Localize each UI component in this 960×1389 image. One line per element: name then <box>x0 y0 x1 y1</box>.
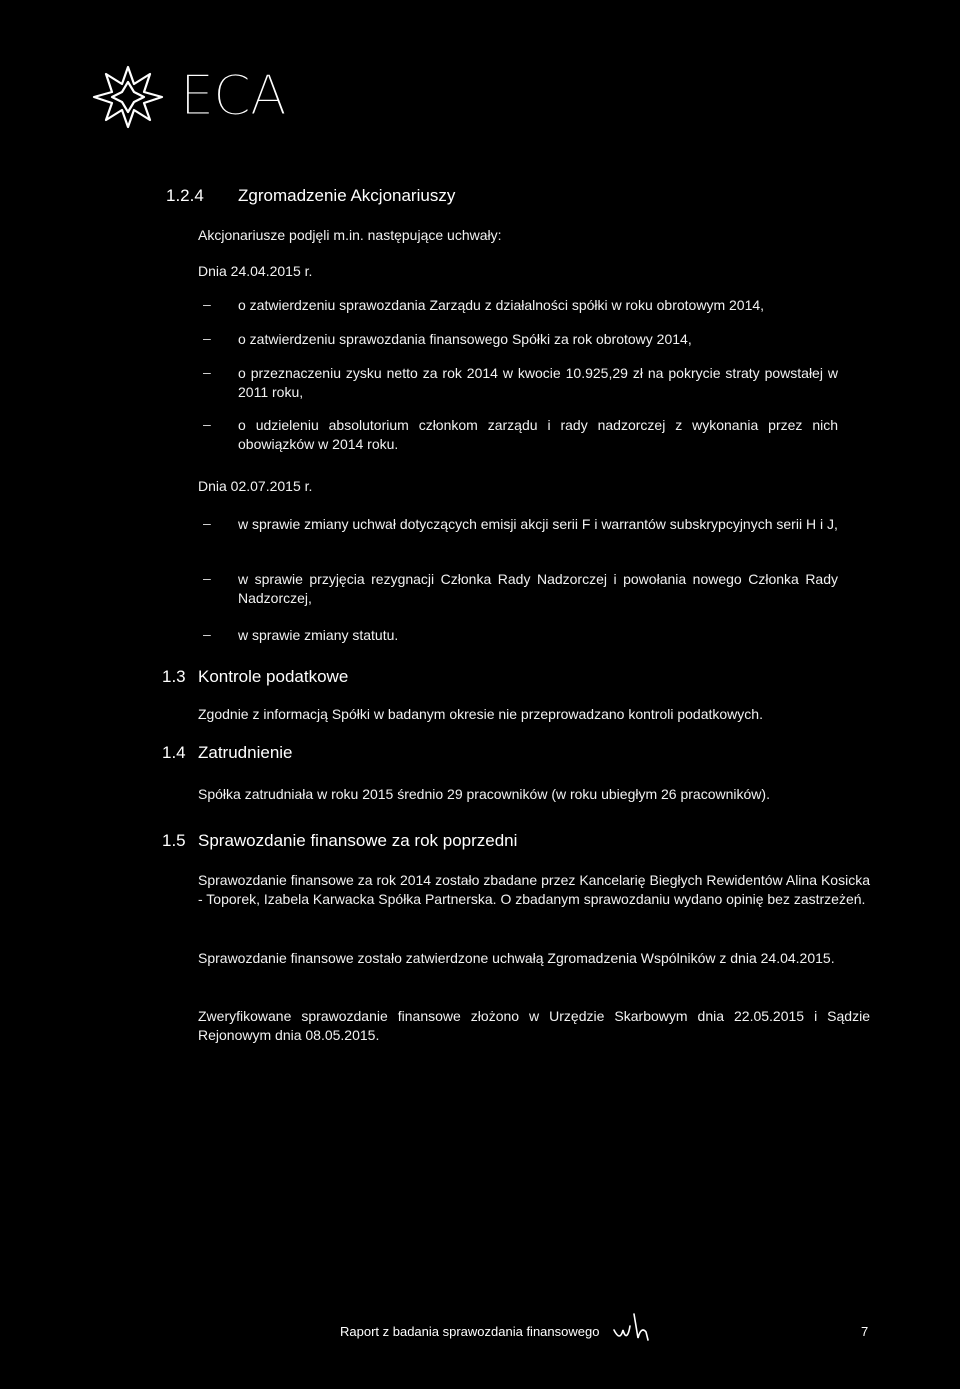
section-15-title: Sprawozdanie finansowe za rok poprzedni <box>198 831 518 850</box>
section-15-number: 1.5 <box>162 831 186 850</box>
section-13-title: Kontrole podatkowe <box>198 667 349 686</box>
brand-name: ECA <box>180 64 286 127</box>
section-14-number: 1.4 <box>162 743 186 762</box>
date-24-04-2015: Dnia 24.04.2015 r. <box>198 263 313 279</box>
resolutions-intro: Akcjonariusze podjęli m.in. następujące uchwały: <box>198 227 502 243</box>
list-item: w sprawie zmiany uchwał dotyczących emisji akcji serii F i warrantów subskrypcyjnych serii H i J, <box>238 516 838 532</box>
list-bullet: – <box>203 364 211 380</box>
section-14-title: Zatrudnienie <box>198 743 293 762</box>
list-item: w sprawie przyjęcia rezygnacji Członka Rady Nadzorczej i powołania nowego Członka Rady Nadzorczej, <box>238 571 838 606</box>
list-bullet: – <box>203 570 211 586</box>
list-item: o przeznaczeniu zysku netto za rok 2014 w kwocie 10.925,29 zł na pokrycie straty powstałej w 2011 roku, <box>238 365 838 400</box>
signature-initials <box>612 1308 652 1344</box>
star-logo-icon <box>92 64 164 130</box>
footer-text: Raport z badania sprawozdania finansowego <box>340 1324 600 1339</box>
list-item: w sprawie zmiany statutu. <box>238 627 399 643</box>
date-02-07-2015: Dnia 02.07.2015 r. <box>198 478 313 494</box>
list-item: o zatwierdzeniu sprawozdania finansowego Spółki za rok obrotowy 2014, <box>238 331 692 347</box>
section-124-title: Zgromadzenie Akcjonariuszy <box>238 186 456 205</box>
list-item: o zatwierdzeniu sprawozdania Zarządu z działalności spółki w roku obrotowym 2014, <box>238 297 765 313</box>
approval-paragraph: Sprawozdanie finansowe zostało zatwierdzone uchwałą Zgromadzenia Wspólników z dnia 24.04.2015. <box>198 950 835 966</box>
section-124-number: 1.2.4 <box>166 186 204 205</box>
section-13-number: 1.3 <box>162 667 186 686</box>
filing-paragraph: Zweryfikowane sprawozdanie finansowe złożono w Urzędzie Skarbowym dnia 22.05.2015 i Sądzie Rejonowym dnia 08.05.2015. <box>198 1008 870 1043</box>
list-bullet: – <box>203 626 211 642</box>
prior-year-audit-paragraph: Sprawozdanie finansowe za rok 2014 zostało zbadane przez Kancelarię Biegłych Rewidentów Alina Kosicka - Toporek, Izabela Karwacka Spółka Partnerska. O zbadanym sprawozdaniu wydano opinię bez zastrzeżeń. <box>198 872 870 907</box>
employment-text: Spółka zatrudniała w roku 2015 średnio 29 pracowników (w roku ubiegłym 26 pracowników). <box>198 786 770 802</box>
list-item: o udzieleniu absolutorium członkom zarządu i rady nadzorczej z wykonania przez nich obowiązków w 2014 roku. <box>238 417 838 452</box>
list-bullet: – <box>203 416 211 432</box>
list-bullet: – <box>203 296 211 312</box>
page-number: 7 <box>861 1324 869 1339</box>
company-logo <box>92 62 302 132</box>
tax-controls-text: Zgodnie z informacją Spółki w badanym okresie nie przeprowadzano kontroli podatkowych. <box>198 706 763 722</box>
list-bullet: – <box>203 515 211 531</box>
list-bullet: – <box>203 330 211 346</box>
